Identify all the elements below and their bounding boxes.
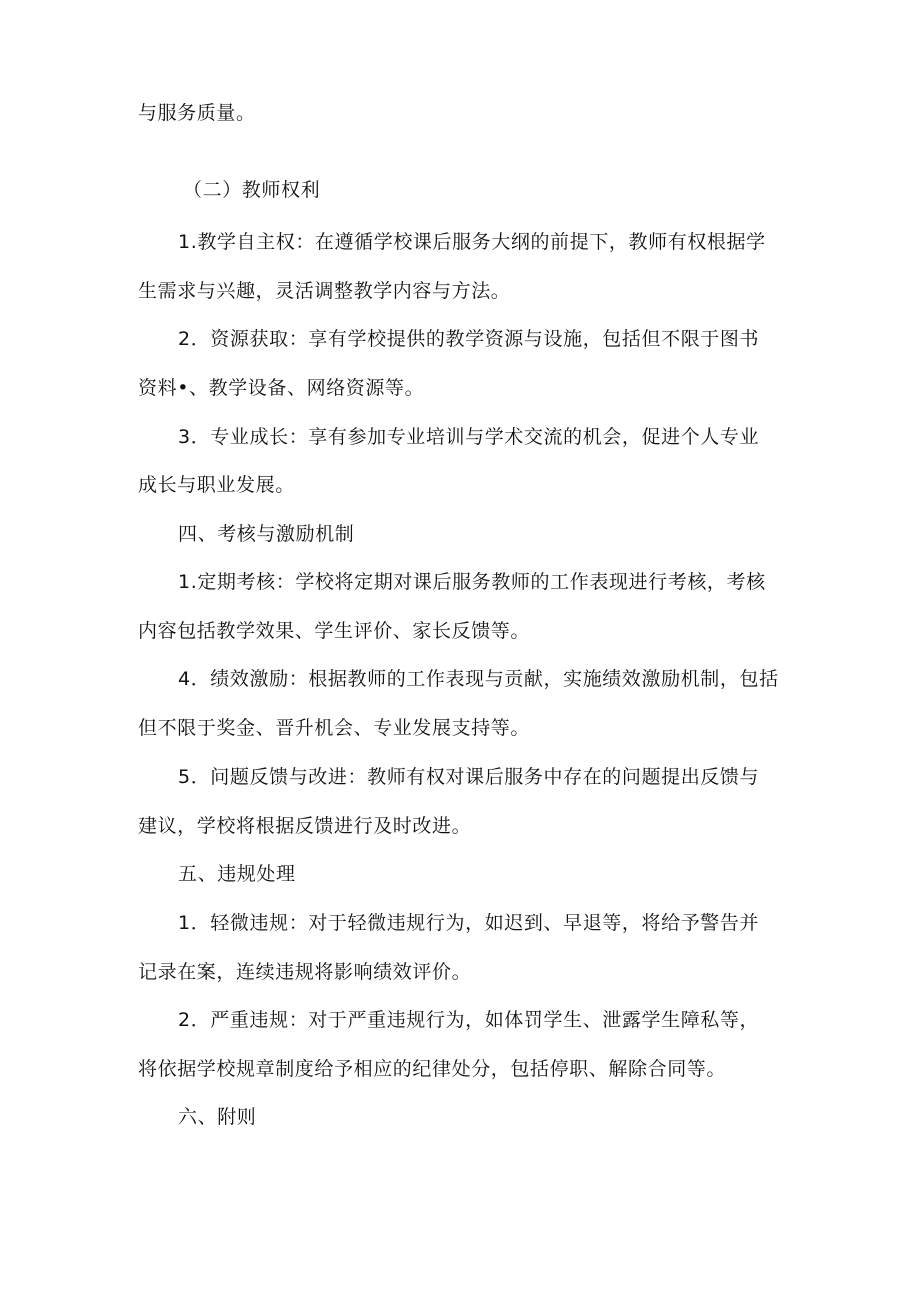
paragraph-line: 1.定期考核：学校将定期对课后服务教师的工作表现进行考核，考核 [178,571,766,593]
paragraph-line: 1．轻微违规：对于轻微违规行为，如迟到、早退等，将给予警告并 [178,912,760,934]
section-heading: 六、附则 [178,1106,257,1128]
section-heading: 四、考核与激励机制 [178,523,355,545]
paragraph-line: 建议，学校将根据反馈进行及时改进。 [138,815,472,837]
paragraph-line: 2．资源获取：享有学校提供的教学资源与设施，包括但不限于图书 [178,328,760,350]
paragraph-line: 4．绩效激励：根据教师的工作表现与贡献，实施绩效激励机制，包括 [178,668,779,690]
paragraph-line: 记录在案，连续违规将影响绩效评价。 [138,961,472,983]
paragraph-line: 内容包括教学效果、学生评价、家长反馈等。 [138,620,531,642]
paragraph-line: 与服务质量。 [138,102,256,124]
paragraph-line: 2．严重违规：对于严重违规行为，如体罚学生、泄露学生障私等， [178,1009,760,1031]
paragraph-line: 但不限于奖金、晋升机会、专业发展支持等。 [138,717,531,739]
paragraph-line: 资料•、教学设备、网络资源等。 [138,377,425,399]
paragraph-line: 生需求与兴趣，灵活调整教学内容与方法。 [138,280,511,302]
paragraph-line: 3．专业成长：享有参加专业培训与学术交流的机会，促进个人专业 [178,426,760,448]
section-heading: 五、违规处理 [178,863,296,885]
paragraph-line: 成长与职业发展。 [138,474,295,496]
section-heading: （二）教师权利 [183,179,321,201]
paragraph-line: 将依据学校规章制度给予相应的纪律处分，包括停职、解除合同等。 [138,1058,727,1080]
paragraph-line: 1.教学自主权：在遵循学校课后服务大纲的前提下，教师有权根据学 [178,231,766,253]
paragraph-line: 5．问题反馈与改进：教师有权对课后服务中存在的问题提出反馈与 [178,766,760,788]
